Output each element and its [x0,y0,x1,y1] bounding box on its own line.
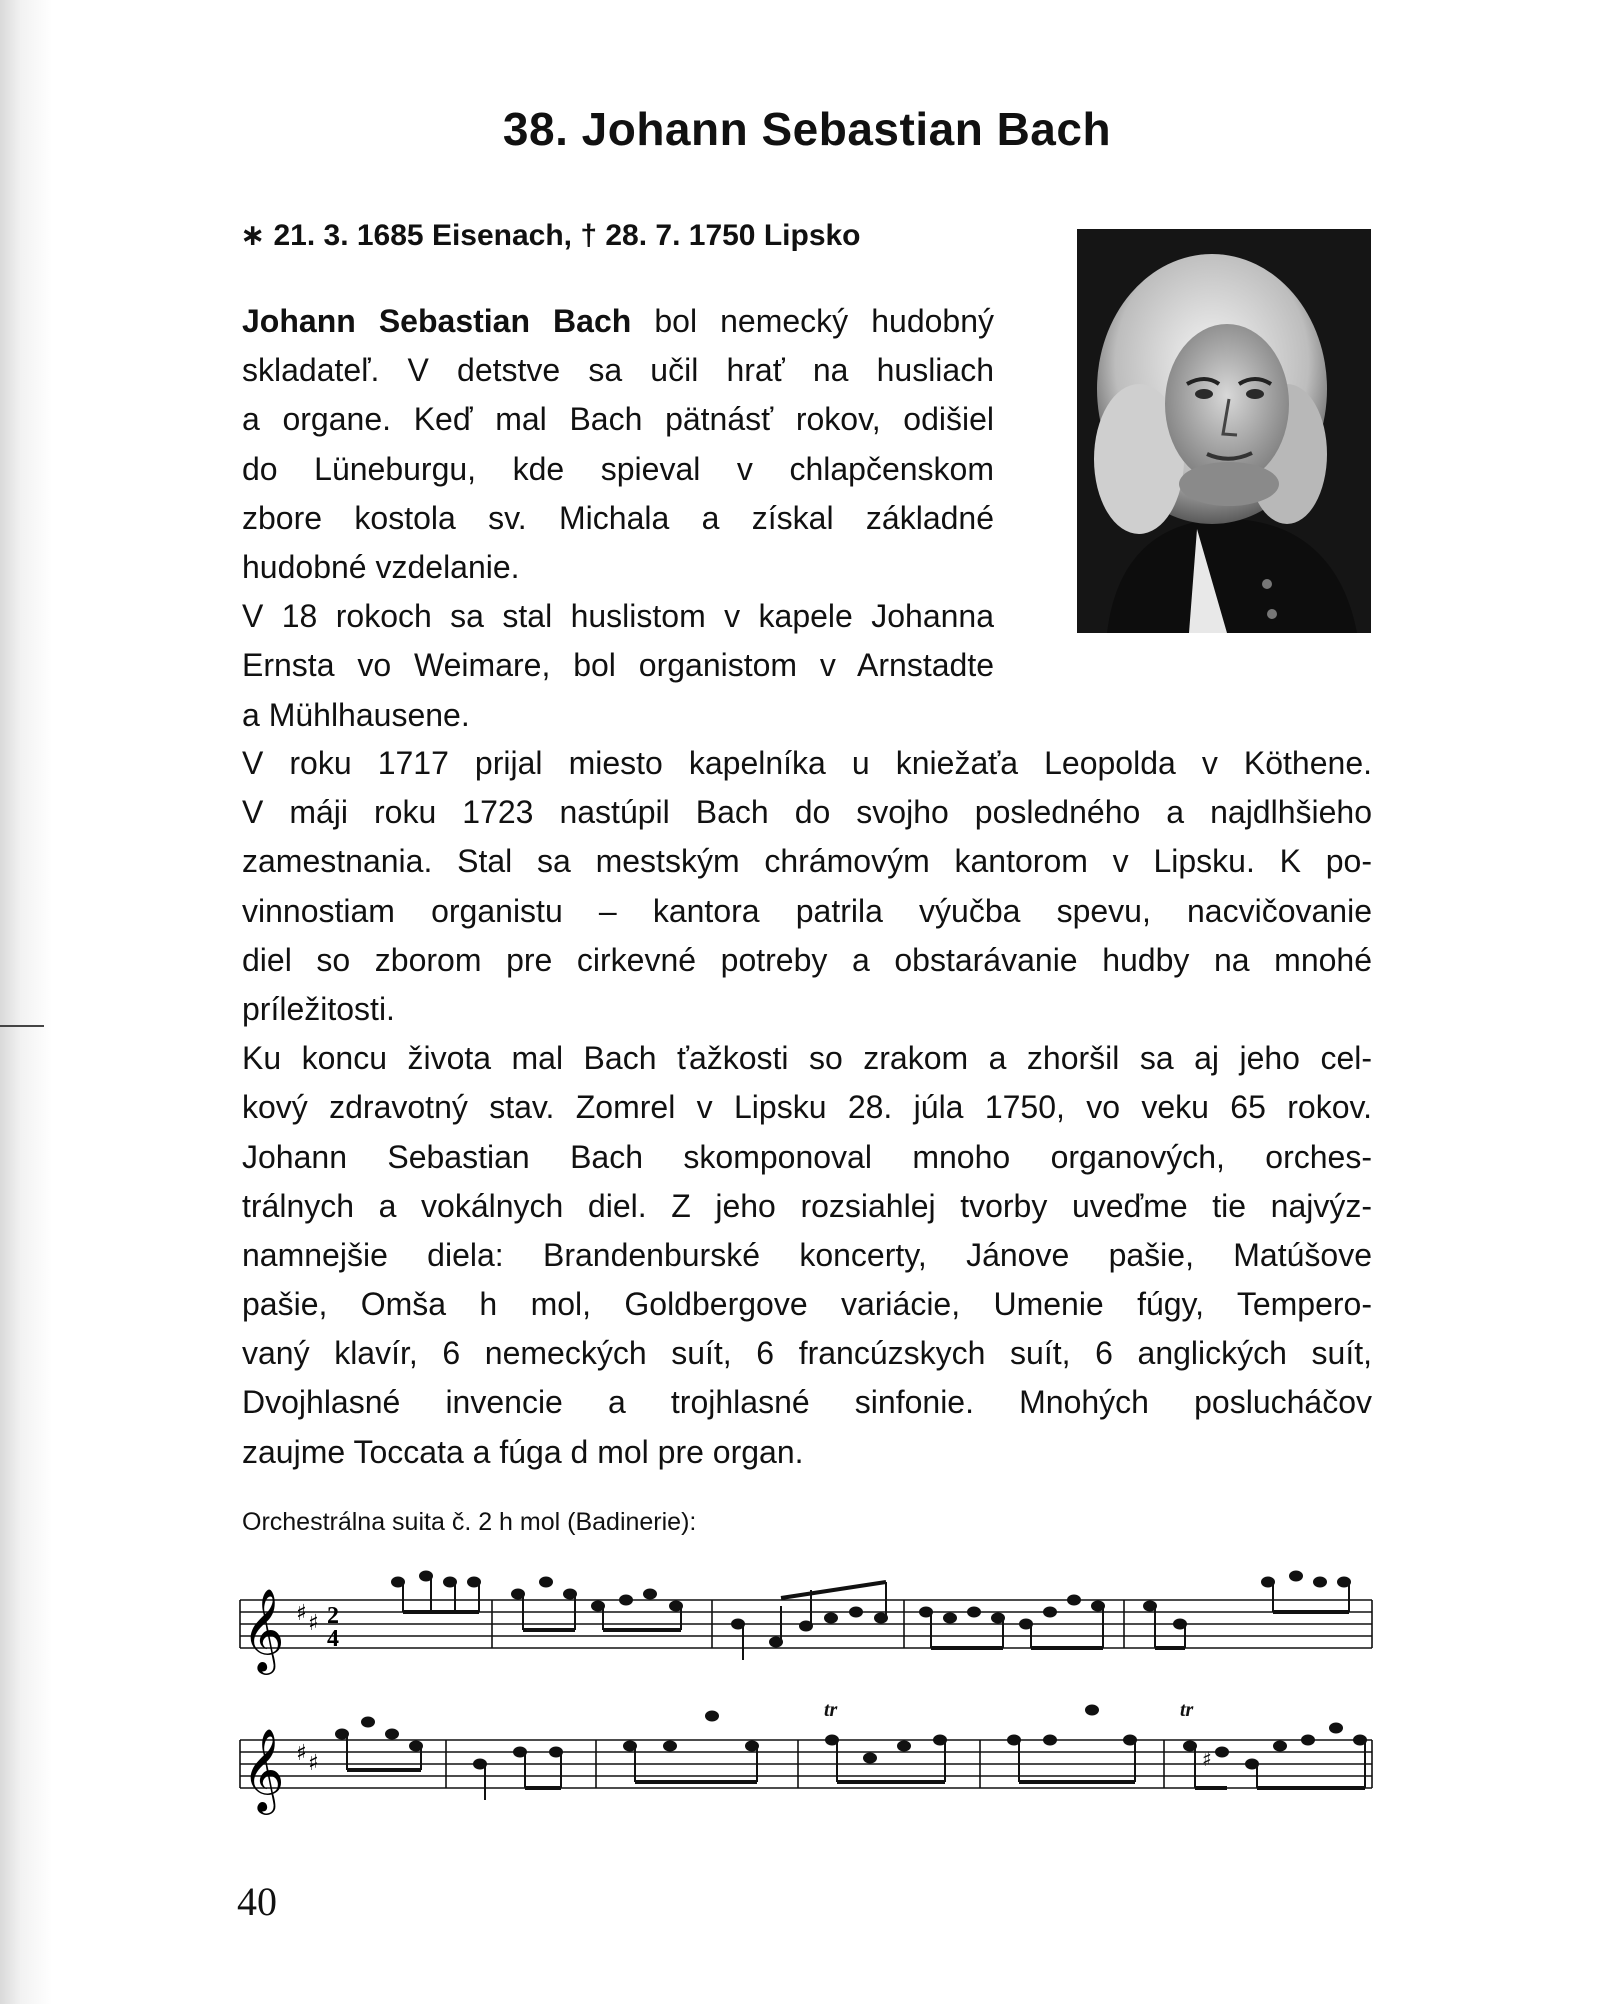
text-line: Johann Sebastian Bach skomponoval mnoho organových, orches- [242,1138,1372,1175]
measure-1-notes [392,1572,480,1613]
scan-mark [0,1025,44,1027]
text-line: diel so zborom pre cirkevné potreby a obstarávanie hudby na mnohé [242,941,1372,978]
name-bold: Johann Sebastian Bach [242,303,632,339]
text-line: V máji roku 1723 nastúpil Bach do svojho posledného a najdlhšieho [242,794,1372,831]
text-line: V roku 1717 prijal miesto kapelníka u kniežaťa Leopolda v Köthene. [242,745,1372,781]
measure-4-notes [920,1596,1104,1649]
text-line: a organe. Keď mal Bach pätnásť rokov, odišiel [242,401,994,438]
key-sharp-icon: ♯ [296,1601,307,1626]
trill-mark: tr [824,1700,838,1721]
text-line: zamestnania. Stal sa mestským chrámovým kantorom v Lipsku. K po- [242,843,1372,880]
trill-mark: tr [1180,1700,1194,1721]
text-line: kový zdravotný stav. Zomrel v Lipsku 28. júla 1750, vo veku 65 rokov. [242,1089,1372,1126]
page-number: 40 [237,1879,277,1924]
measure-2-notes [512,1578,682,1631]
text-line: Ku koncu života mal Bach ťažkosti so zrakom a zhoršil sa aj jeho cel- [242,1040,1372,1077]
treble-clef-icon: 𝄞 [242,1587,285,1671]
text-line: pašie, Omša h mol, Goldbergove variácie, Umenie fúgy, Tempero- [242,1286,1372,1323]
text-line: zaujme Toccata a fúga d mol pre organ. [242,1433,804,1470]
music-caption: Orchestrálna suita č. 2 h mol (Badinerie): [242,1508,697,1536]
time-signature-top: 2 [327,1603,339,1629]
text-line: V 18 rokoch sa stal huslistom v kapele Johanna [242,598,994,635]
text-line: zbore kostola sv. Michala a získal základné [242,499,994,536]
text-line: namnejšie diela: Brandenburské koncerty, Jánove pašie, Matúšove [242,1236,1372,1273]
text-line: Dvojhlasné invencie a trojhlasné sinfonie. Mnohých poslucháčov [242,1384,1372,1421]
text-line: hudobné vzdelanie. [242,548,520,585]
life-dates: ∗ 21. 3. 1685 Eisenach, † 28. 7. 1750 Lipsko [240,219,861,252]
text-line: a Mühlhausene. [242,696,470,733]
key-sharp-icon: ♯ [308,1611,319,1636]
key-sharp-icon: ♯ [296,1741,307,1766]
measure-4-notes [824,1700,946,1782]
bach-portrait [1077,229,1371,633]
text-line: do Lüneburgu, kde spieval v chlapčenskom [242,450,994,487]
text-line: príležitosti. [242,990,395,1027]
text-line: Johann Sebastian Bach bol nemecký hudobný [242,303,994,339]
measure-5-notes [1008,1706,1136,1783]
measure-1-notes [336,1718,422,1771]
key-sharp-icon: ♯ [308,1751,319,1776]
text-line: trálnych a vokálnych diel. Z jeho rozsiahlej tvorby uveďme tie najvýz- [242,1187,1372,1224]
biography-text-wide [242,739,1372,1477]
text-line: Ernsta vo Weimare, bol organistom v Arnstadte [242,647,994,684]
measure-2-notes [474,1748,562,1801]
measure-3-notes [624,1712,758,1783]
svg-text:♯: ♯ [1202,1747,1212,1771]
music-staff-1 [236,1560,1376,1680]
scan-edge [0,0,52,2004]
measure-6-notes [1180,1700,1366,1788]
treble-clef-icon: 𝄞 [242,1727,285,1811]
text-line: vaný klavír, 6 nemeckých suít, 6 francúzskych suít, 6 anglických suít, [242,1335,1372,1372]
time-signature-bottom: 4 [327,1626,339,1652]
page-title: 38. Johann Sebastian Bach [502,103,1112,155]
text-line: skladateľ. V detstve sa učil hrať na husliach [242,352,994,389]
biography-text-narrow [242,297,994,740]
text-line: vinnostiam organistu – kantora patrila výučba spevu, nacvičovanie [242,892,1372,929]
music-staff-2 [236,1700,1376,1820]
